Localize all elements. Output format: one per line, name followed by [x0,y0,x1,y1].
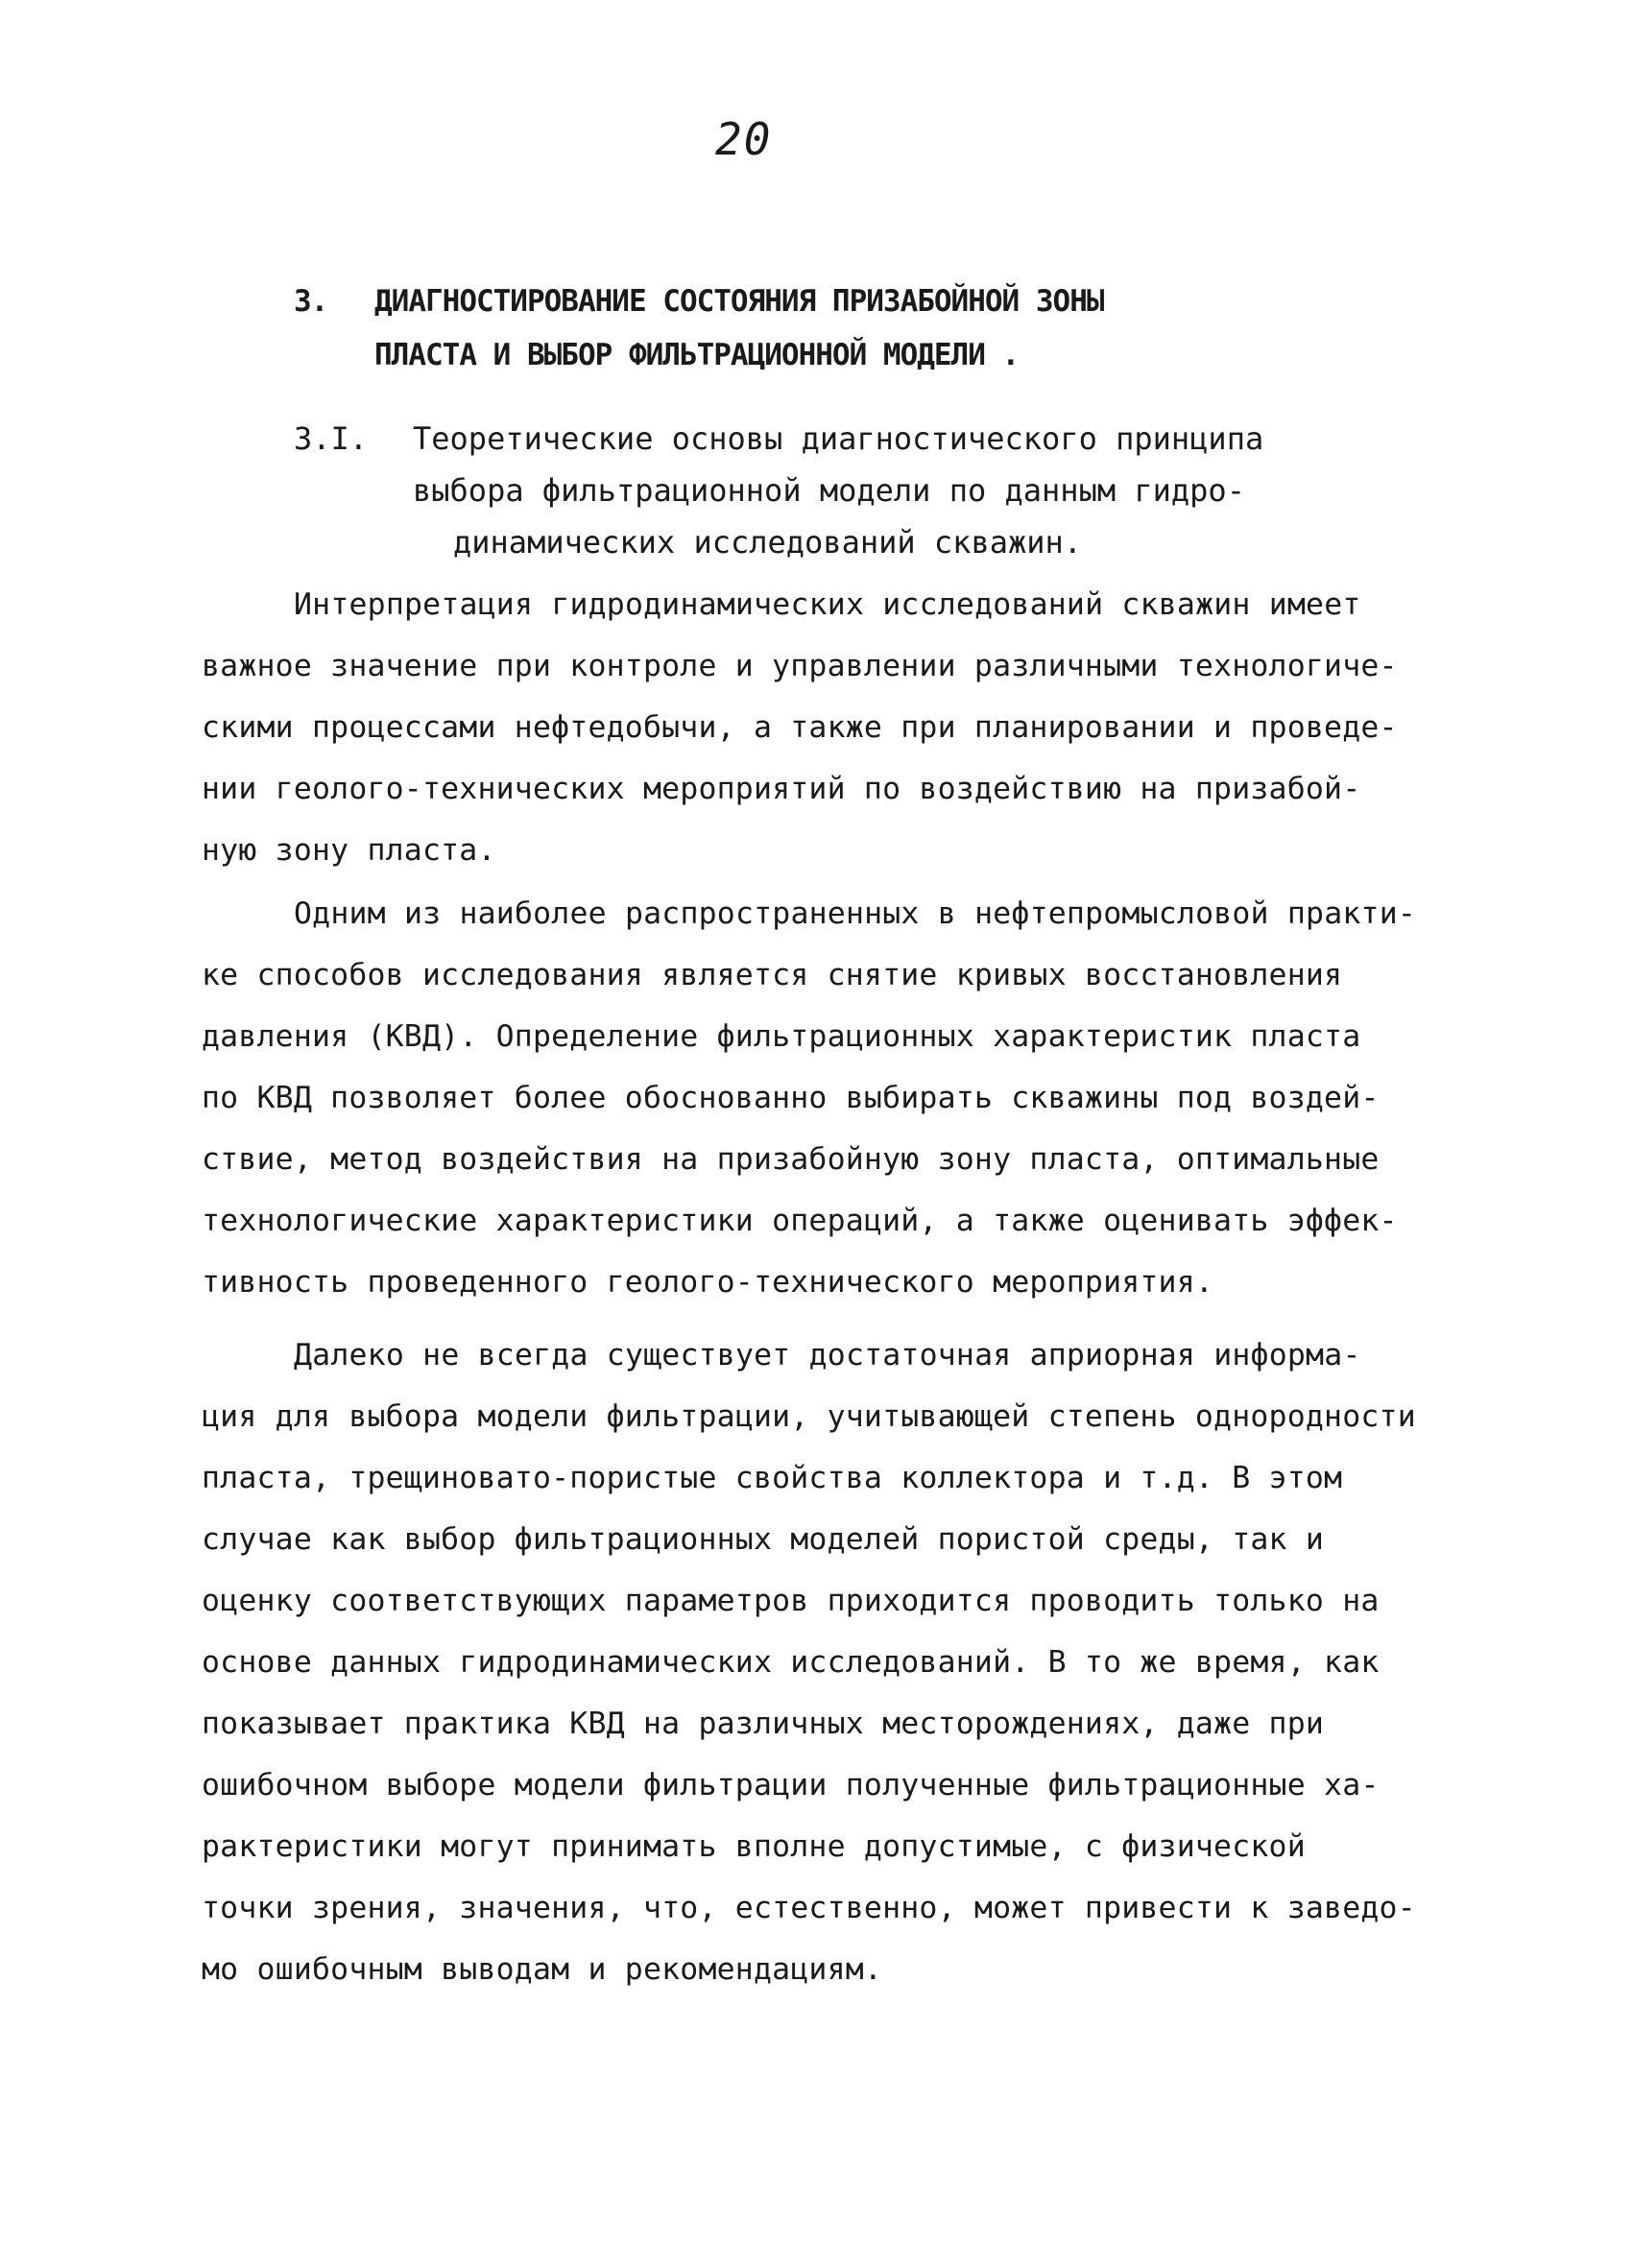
paragraph-line: оценку соответствующих параметров приходится проводить только на [202,1584,1380,1618]
paragraph-line: ке способов исследования является снятие кривых восстановления [202,958,1343,992]
paragraph-line: точки зрения, значения, что, естественно, может привести к заведо- [202,1891,1416,1925]
section-number: 3. [294,284,328,319]
paragraph-line: пласта, трещиновато-пористые свойства коллектора и т.д. В этом [202,1461,1343,1495]
paragraph-line: тивность проведенного геолого-технического мероприятия. [202,1265,1214,1300]
paragraph-line: ствие, метод воздействия на призабойную зону пласта, оптимальные [202,1142,1380,1177]
paragraph-line: технологические характеристики операций, а также оценивать эффек- [202,1204,1398,1238]
paragraph-line: Одним из наиболее распространенных в нефтепромысловой практи- [294,896,1417,931]
paragraph-line: основе данных гидродинамических исследований. В то же время, как [202,1645,1380,1680]
section-heading [294,275,1104,382]
subsection-heading [294,413,1263,568]
paragraph-line: Далеко не всегда существует достаточная априорная информа- [294,1338,1361,1373]
paragraph-line: ошибочном выборе модели фильтрации полученные фильтрационные ха- [202,1768,1380,1802]
paragraph-line: скими процессами нефтедобычи, а также при планировании и проведе- [202,710,1398,745]
subsection-title-line: выбора фильтрационной модели по данным гидро- [413,472,1245,509]
paragraph-line: ную зону пласта. [202,833,496,868]
paragraph-line: мо ошибочным выводам и рекомендациям. [202,1952,883,1987]
subsection-title-line: Теоретические основы диагностического принципа [413,420,1264,457]
subsection-title-line: динамических исследований скважин. [453,524,1083,561]
section-title-line: ДИАГНОСТИРОВАНИЕ СОСТОЯНИЯ ПРИЗАБОЙНОЙ ЗОНЫ [374,284,1104,319]
paragraph-line: нии геолого-технических мероприятий по воздействию на призабой- [202,772,1361,806]
paragraph-line: ция для выбора модели фильтрации, учитывающей степень однородности [202,1399,1416,1434]
page-number: 20 [715,113,773,165]
paragraph-line: по КВД позволяет более обоснованно выбирать скважины под воздей- [202,1081,1380,1115]
paragraph-line: случае как выбор фильтрационных моделей пористой среды, так и [202,1522,1325,1557]
paragraph-line: давления (КВД). Определение фильтрационных характеристик пласта [202,1019,1361,1054]
paragraph-line: показывает практика КВД на различных месторождениях, даже при [202,1707,1325,1741]
paragraph-line: важное значение при контроле и управлении различными технологиче- [202,649,1398,683]
paragraph-line: рактеристики могут принимать вполне допустимые, с физической [202,1829,1306,1864]
section-title-line: ПЛАСТА И ВЫБОР ФИЛЬТРАЦИОННОЙ МОДЕЛИ . [374,338,1020,372]
subsection-number: 3.I. [294,420,369,457]
paragraph-line: Интерпретация гидродинамических исследований скважин имеет [294,587,1361,622]
